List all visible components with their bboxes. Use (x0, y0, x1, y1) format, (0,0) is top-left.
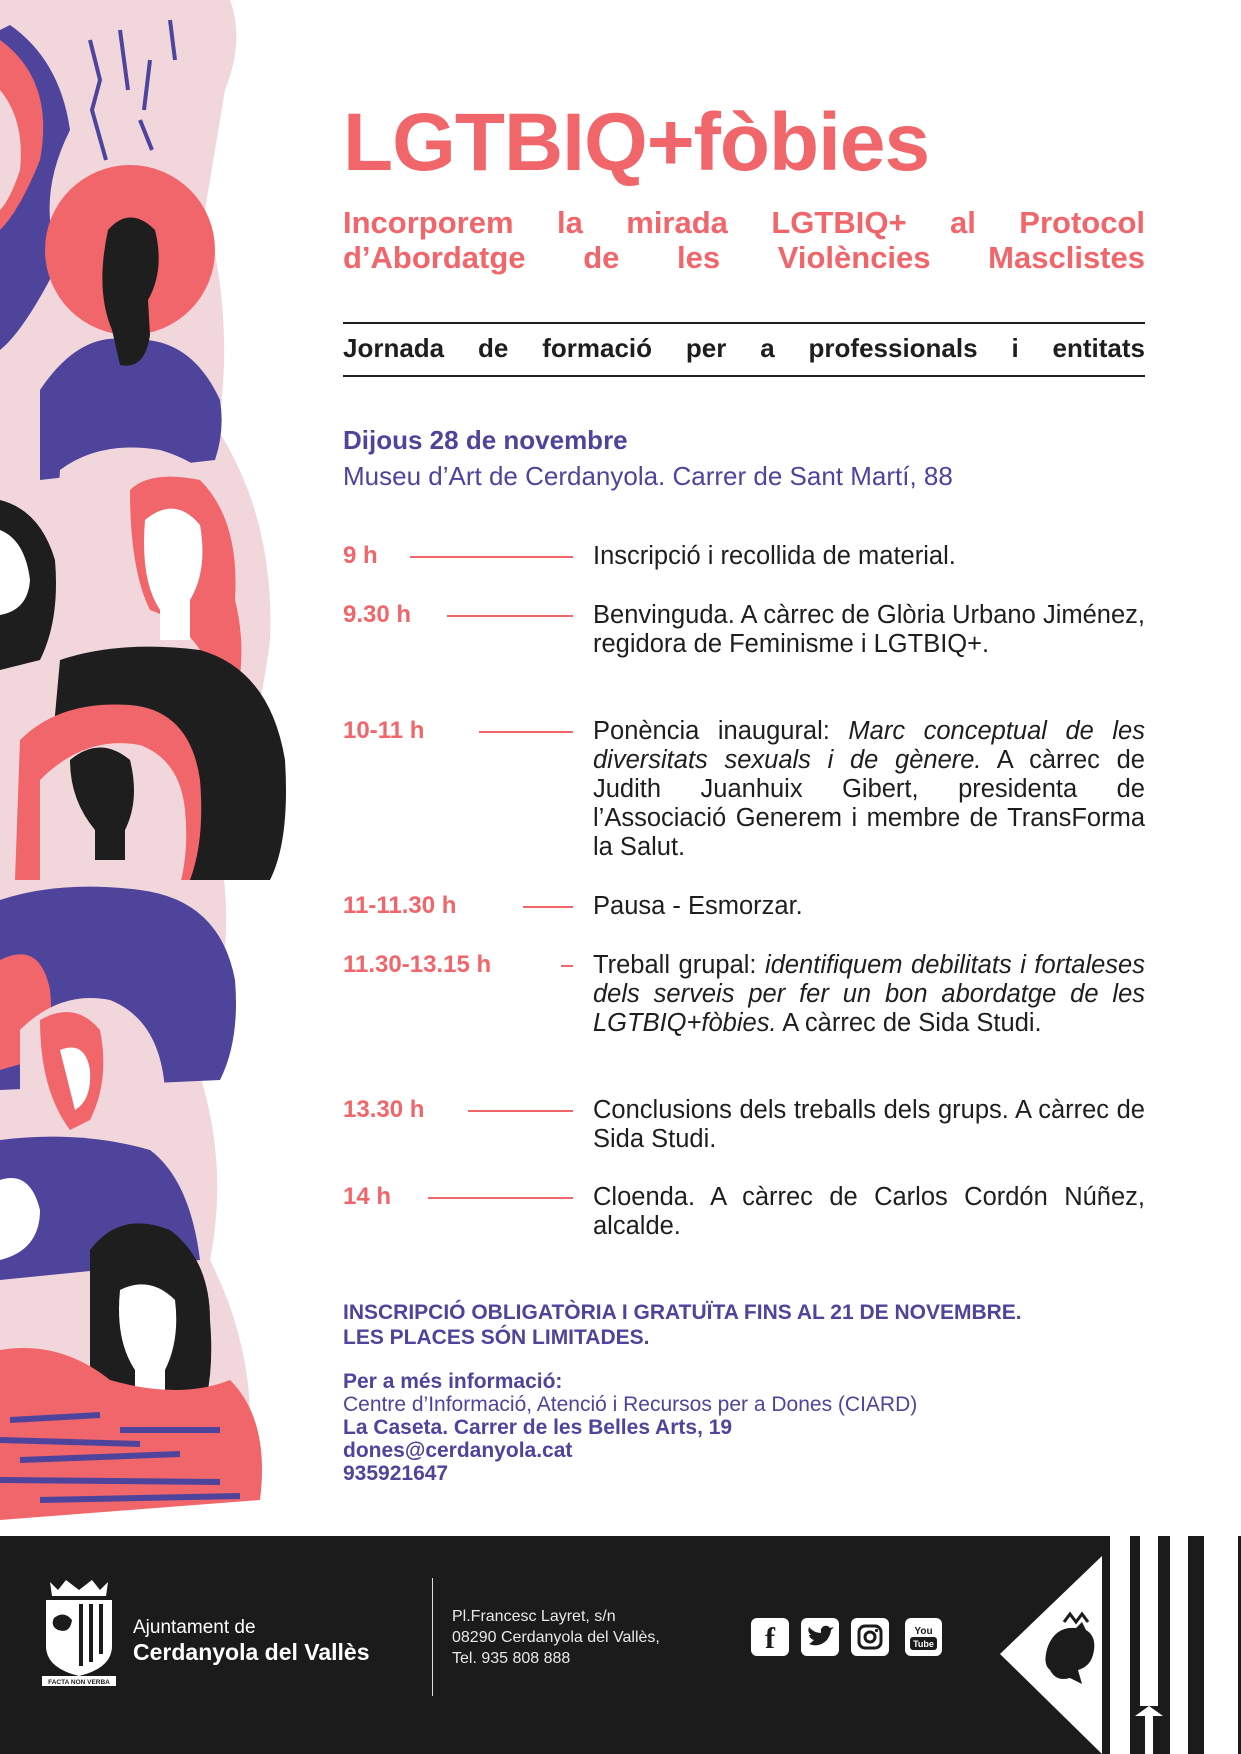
footer-divider (432, 1578, 433, 1696)
info-email[interactable]: dones@cerdanyola.cat (343, 1439, 573, 1462)
event-date: Dijous 28 de novembre (343, 425, 628, 455)
footer-address (452, 1606, 660, 1669)
ajuntament-name (133, 1616, 370, 1664)
jornada-heading: Jornada de formació per a professionals i entitats (343, 333, 1145, 363)
program-connector (468, 1110, 573, 1112)
footer (0, 1536, 1241, 1754)
inscription-notice (343, 1300, 1145, 1350)
instagram-icon[interactable] (851, 1618, 889, 1656)
program-description (593, 951, 1145, 1038)
program-time: 9 h (343, 542, 378, 569)
address-line: 08290 Cerdanyola del Vallès, (452, 1629, 660, 1646)
description-text: Treball grupal: (593, 951, 766, 979)
program-connector (479, 731, 573, 733)
program-description: Benvinguda. A càrrec de Glòria Urbano Jiménez, regidora de Feminisme i LGTBIQ+. (593, 601, 1145, 658)
logo-motto: FACTA NON VERBA (48, 1679, 110, 1686)
info-phone[interactable]: 935921647 (343, 1462, 449, 1485)
address-line: Pl.Francesc Layret, s/n (452, 1608, 616, 1625)
subtitle-line: d’Abordatge de les Violències Masclistes (343, 240, 1145, 275)
people-illustration (0, 0, 300, 1536)
info-centre: Centre d’Informació, Atenció i Recursos per a Dones (CIARD) (343, 1393, 918, 1416)
program-connector (561, 965, 573, 967)
event-place: Museu d’Art de Cerdanyola. Carrer de Sant Martí, 88 (343, 461, 953, 491)
inscription-line: INSCRIPCIÓ OBLIGATÒRIA I GRATUÏTA FINS AL 21 DE NOVEMBRE. (343, 1301, 1022, 1324)
program-description: Conclusions dels treballs dels grups. A càrrec de Sida Studi. (593, 1096, 1145, 1153)
ajuntament-town: Cerdanyola del Vallès (133, 1639, 370, 1665)
divider (343, 322, 1145, 324)
youtube-label: Tube (913, 1639, 934, 1649)
info-address: La Caseta. Carrer de les Belles Arts, 19 (343, 1416, 733, 1439)
facebook-icon[interactable]: f (751, 1618, 789, 1656)
coat-of-arms-logo (36, 1576, 122, 1688)
inscription-line: LES PLACES SÓN LIMITADES. (343, 1326, 650, 1349)
twitter-icon[interactable] (801, 1618, 839, 1656)
subtitle-line: Incorporem la mirada LGTBIQ+ al Protocol (343, 205, 1145, 240)
poster-title: LGTBIQ+fòbies (343, 97, 930, 188)
program-time: 14 h (343, 1183, 392, 1210)
description-text: A càrrec de Judith Juanhuix Gibert, presidenta de l’Associació Generem i membre de TransForma la Salut. (593, 746, 1145, 861)
program-time: 9.30 h (343, 601, 412, 628)
address-line: Tel. 935 808 888 (452, 1650, 571, 1667)
program-connector (523, 906, 573, 908)
program-description: Inscripció i recollida de material. (593, 542, 956, 570)
program-time: 10-11 h (343, 717, 425, 744)
youtube-label: You (914, 1626, 933, 1637)
youtube-icon[interactable] (905, 1618, 942, 1656)
program-connector (428, 1197, 573, 1199)
program-connector (447, 615, 573, 617)
ajuntament-line: Ajuntament de (133, 1617, 256, 1638)
program-time: 11-11.30 h (343, 892, 457, 919)
description-text: Ponència inaugural: (593, 717, 849, 745)
program-time: 13.30 h (343, 1096, 425, 1123)
description-italic: identifiquem debilitats i fortaleses dels serveis per fer un bon abordatge de les LGTBIQ+fòbies. (593, 951, 1145, 1037)
poster-subtitle (343, 205, 1145, 275)
heraldic-emblem (998, 1536, 1241, 1754)
program-connector (410, 556, 573, 558)
program-description: Pausa - Esmorzar. (593, 892, 803, 920)
program-description: Cloenda. A càrrec de Carlos Cordón Núñez, alcalde. (593, 1183, 1145, 1240)
description-italic: Marc conceptual de les diversitats sexuals i de gènere. (593, 717, 1145, 774)
description-text: A càrrec de Sida Studi. (776, 1009, 1042, 1037)
contact-info (343, 1370, 917, 1485)
info-heading: Per a més informació: (343, 1370, 563, 1393)
program-description (593, 717, 1145, 862)
program-time: 11.30-13.15 h (343, 951, 492, 978)
divider (343, 375, 1145, 377)
